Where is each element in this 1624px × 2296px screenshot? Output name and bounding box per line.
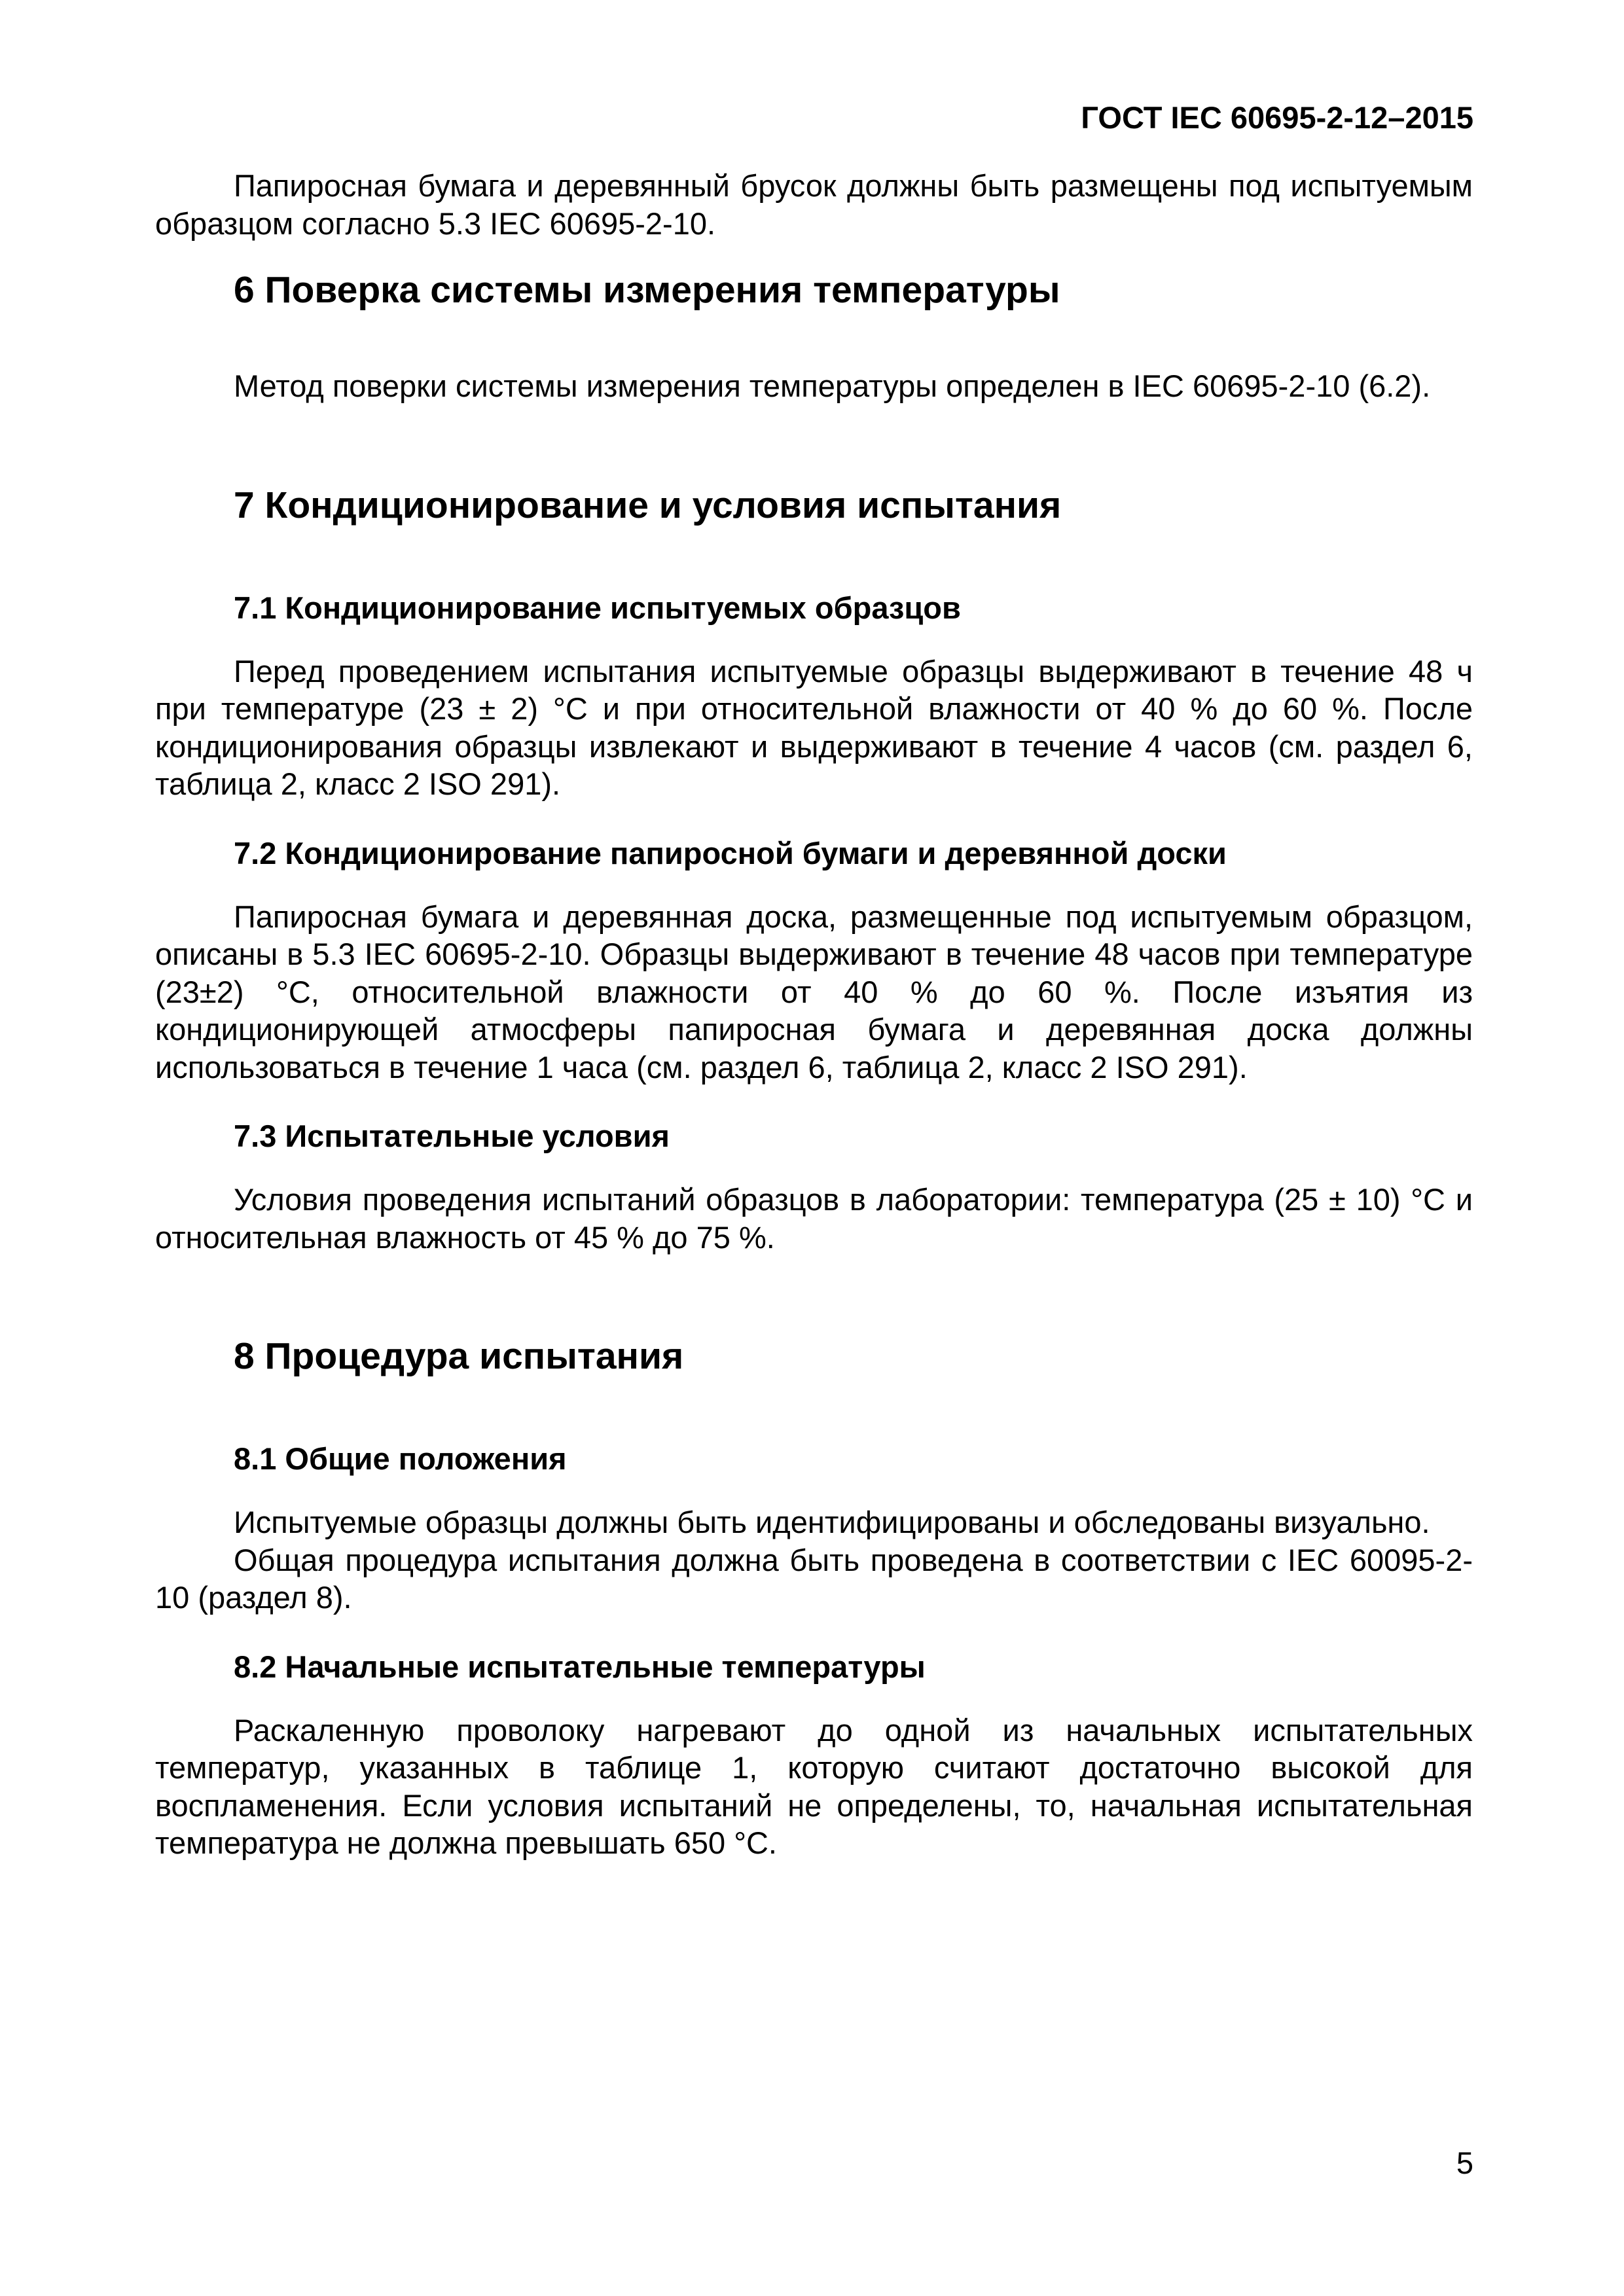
- section-7-heading: 7 Кондиционирование и условия испытания: [234, 484, 1062, 526]
- section-7-3-paragraph: Условия проведения испытаний образцов в лаборатории: температура (25 ± 10) °С и относительная влажность от 45 % до 75 %.: [155, 1182, 1473, 1255]
- section-8-2-paragraph: Раскаленную проволоку нагревают до одной из начальных испытательных температур, указанных в таблице 1, которую считают достаточно высокой для воспламенения. Если условия испытаний не определены, то, начальная испытательная температура не должна превышать 650 °С.: [155, 1712, 1473, 1860]
- section-7-2-paragraph: Папиросная бумага и деревянная доска, размещенные под испытуемым образцом, описаны в 5.3 IEC 60695-2-10. Образцы выдерживают в течение 48 часов при температуре (23±2) °С, относительной влажности от 40 % до 60 %. После изъятия из кондиционирующей атмосферы папиросная бумага и деревянная доска должны использоваться в течение 1 часа (см. раздел 6, таблица 2, класс 2 ISO 291).: [155, 899, 1473, 1085]
- section-6-heading: 6 Поверка системы измерения температуры: [234, 269, 1060, 311]
- section-8-1-heading: 8.1 Общие положения: [234, 1441, 567, 1476]
- section-7-1-heading: 7.1 Кондиционирование испытуемых образцов: [234, 590, 961, 625]
- section-7-3-heading: 7.3 Испытательные условия: [234, 1119, 670, 1153]
- section-7-2-heading: 7.2 Кондиционирование папиросной бумаги и деревянной доски: [234, 835, 1227, 870]
- section-8-1-paragraph-1: Испытуемые образцы должны быть идентифицированы и обследованы визуально.: [234, 1505, 1430, 1539]
- section-8-1-paragraph-2: Общая процедура испытания должна быть проведена в соответствии с IEC 60095-2-10 (раздел 8).: [155, 1542, 1473, 1615]
- section-7-1-paragraph: Перед проведением испытания испытуемые образцы выдерживают в течение 48 ч при температуре (23 ± 2) °С и при относительной влажности от 40 % до 60 %. После кондиционирования образцы извлекают и выдерживают в течение 4 часов (см. раздел 6, таблица 2, класс 2 ISO 291).: [155, 653, 1473, 801]
- document-header: ГОСТ IEC 60695-2-12–2015: [1081, 100, 1473, 135]
- section-6-paragraph: Метод поверки системы измерения температуры определен в IEC 60695-2-10 (6.2).: [234, 368, 1431, 403]
- document-body: [155, 167, 1473, 1862]
- section-8-heading: 8 Процедура испытания: [234, 1335, 684, 1377]
- section-8-2-heading: 8.2 Начальные испытательные температуры: [234, 1649, 926, 1684]
- page-number: 5: [1456, 2145, 1473, 2180]
- intro-paragraph: Папиросная бумага и деревянный брусок должны быть размещены под испытуемым образцом согласно 5.3 IEC 60695-2-10.: [155, 168, 1473, 241]
